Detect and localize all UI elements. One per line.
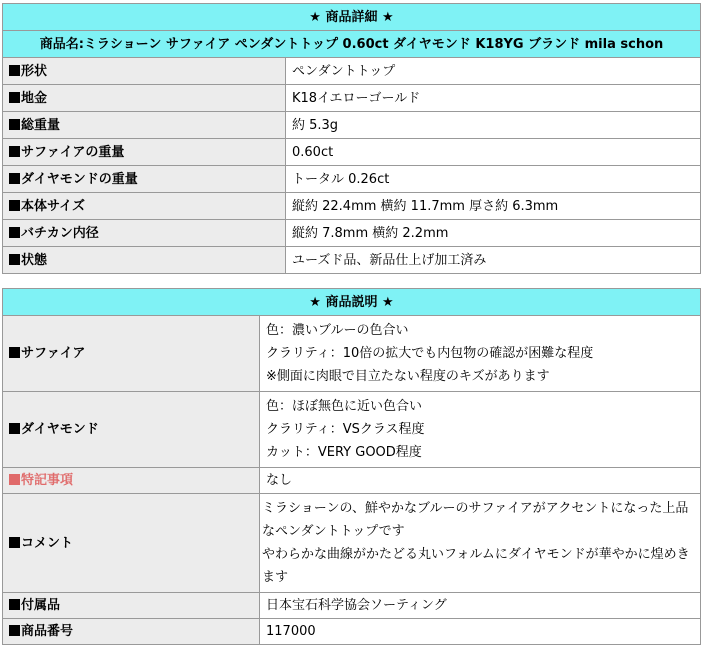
description-row [3, 619, 701, 645]
detail-label: 総重量 [3, 112, 286, 139]
description-line: なし [266, 473, 293, 488]
description-title [3, 289, 701, 316]
square-bullet-icon [9, 227, 20, 238]
product-detail-table [2, 3, 701, 274]
square-bullet-icon [9, 92, 20, 103]
description-row [3, 494, 701, 593]
detail-value: K18イエローゴールド [286, 85, 701, 112]
description-line: やわらかな曲線がかたどる丸いフォルムにダイヤモンドが華やかに煌めきます [262, 547, 690, 585]
description-label: コメント [3, 494, 260, 593]
product-description-table [2, 288, 701, 645]
description-label: ダイヤモンド [3, 392, 260, 468]
description-row [3, 468, 701, 494]
detail-row [3, 58, 701, 85]
detail-value: 約 5.3g [286, 112, 701, 139]
detail-label: 本体サイズ [3, 193, 286, 220]
square-bullet-icon [9, 474, 20, 485]
description-row [3, 316, 701, 392]
description-header-row [3, 289, 701, 316]
detail-value: 0.60ct [286, 139, 701, 166]
square-bullet-icon [9, 254, 20, 265]
star-icon: ★ [382, 9, 394, 25]
description-line: ミラショーンの、鮮やかなブルーのサファイアがアクセントになった上品なペンダントトップです [262, 501, 689, 539]
description-value [260, 494, 701, 593]
detail-value: 縦約 22.4mm 横約 11.7mm 厚さ約 6.3mm [286, 193, 701, 220]
description-line: 色：ほぼ無色に近い色合い [266, 399, 423, 414]
description-value [260, 392, 701, 468]
detail-value: ユーズド品、新品仕上げ加工済み [286, 247, 701, 274]
description-line: ※側面に肉眼で目立たない程度のキズがあります [266, 369, 550, 384]
detail-row [3, 193, 701, 220]
detail-label: 形状 [3, 58, 286, 85]
square-bullet-icon [9, 537, 20, 548]
star-icon: ★ [309, 294, 321, 310]
square-bullet-icon [9, 65, 20, 76]
description-label: 付属品 [3, 593, 260, 619]
detail-label: サファイアの重量 [3, 139, 286, 166]
detail-row [3, 220, 701, 247]
detail-title-text: 商品詳細 [325, 9, 378, 25]
description-value [260, 468, 701, 494]
detail-label: 状態 [3, 247, 286, 274]
detail-row [3, 85, 701, 112]
description-row [3, 392, 701, 468]
description-line: 色：濃いブルーの色合い [266, 323, 409, 338]
description-title-text: 商品説明 [325, 294, 378, 310]
detail-row [3, 139, 701, 166]
square-bullet-icon [9, 423, 20, 434]
star-icon: ★ [309, 9, 321, 25]
detail-label: バチカン内径 [3, 220, 286, 247]
detail-title [3, 4, 701, 31]
detail-row [3, 112, 701, 139]
special-notes-label: 特記事項 [3, 468, 260, 494]
square-bullet-icon [9, 599, 20, 610]
detail-value: ペンダントトップ [286, 58, 701, 85]
star-icon: ★ [382, 294, 394, 310]
description-value [260, 316, 701, 392]
description-line: 日本宝石科学協会ソーティング [266, 598, 447, 613]
square-bullet-icon [9, 173, 20, 184]
square-bullet-icon [9, 119, 20, 130]
square-bullet-icon [9, 200, 20, 211]
description-label: 商品番号 [3, 619, 260, 645]
detail-row [3, 166, 701, 193]
description-line: 117000 [266, 624, 316, 639]
detail-value: トータル 0.26ct [286, 166, 701, 193]
detail-label: 地金 [3, 85, 286, 112]
description-value [260, 619, 701, 645]
product-name-row [3, 31, 701, 58]
detail-header-row [3, 4, 701, 31]
description-line: クラリティ：10倍の拡大でも内包物の確認が困難な程度 [266, 346, 594, 361]
description-row [3, 593, 701, 619]
description-value [260, 593, 701, 619]
description-line: カット：VERY GOOD程度 [266, 445, 422, 460]
product-name: 商品名:ミラショーン サファイア ペンダントトップ 0.60ct ダイヤモンド K18YG ブランド mila schon [3, 31, 701, 58]
square-bullet-icon [9, 625, 20, 636]
square-bullet-icon [9, 146, 20, 157]
square-bullet-icon [9, 347, 20, 358]
detail-row [3, 247, 701, 274]
description-line: クラリティ：VSクラス程度 [266, 422, 425, 437]
description-label: サファイア [3, 316, 260, 392]
detail-label: ダイヤモンドの重量 [3, 166, 286, 193]
detail-value: 縦約 7.8mm 横約 2.2mm [286, 220, 701, 247]
